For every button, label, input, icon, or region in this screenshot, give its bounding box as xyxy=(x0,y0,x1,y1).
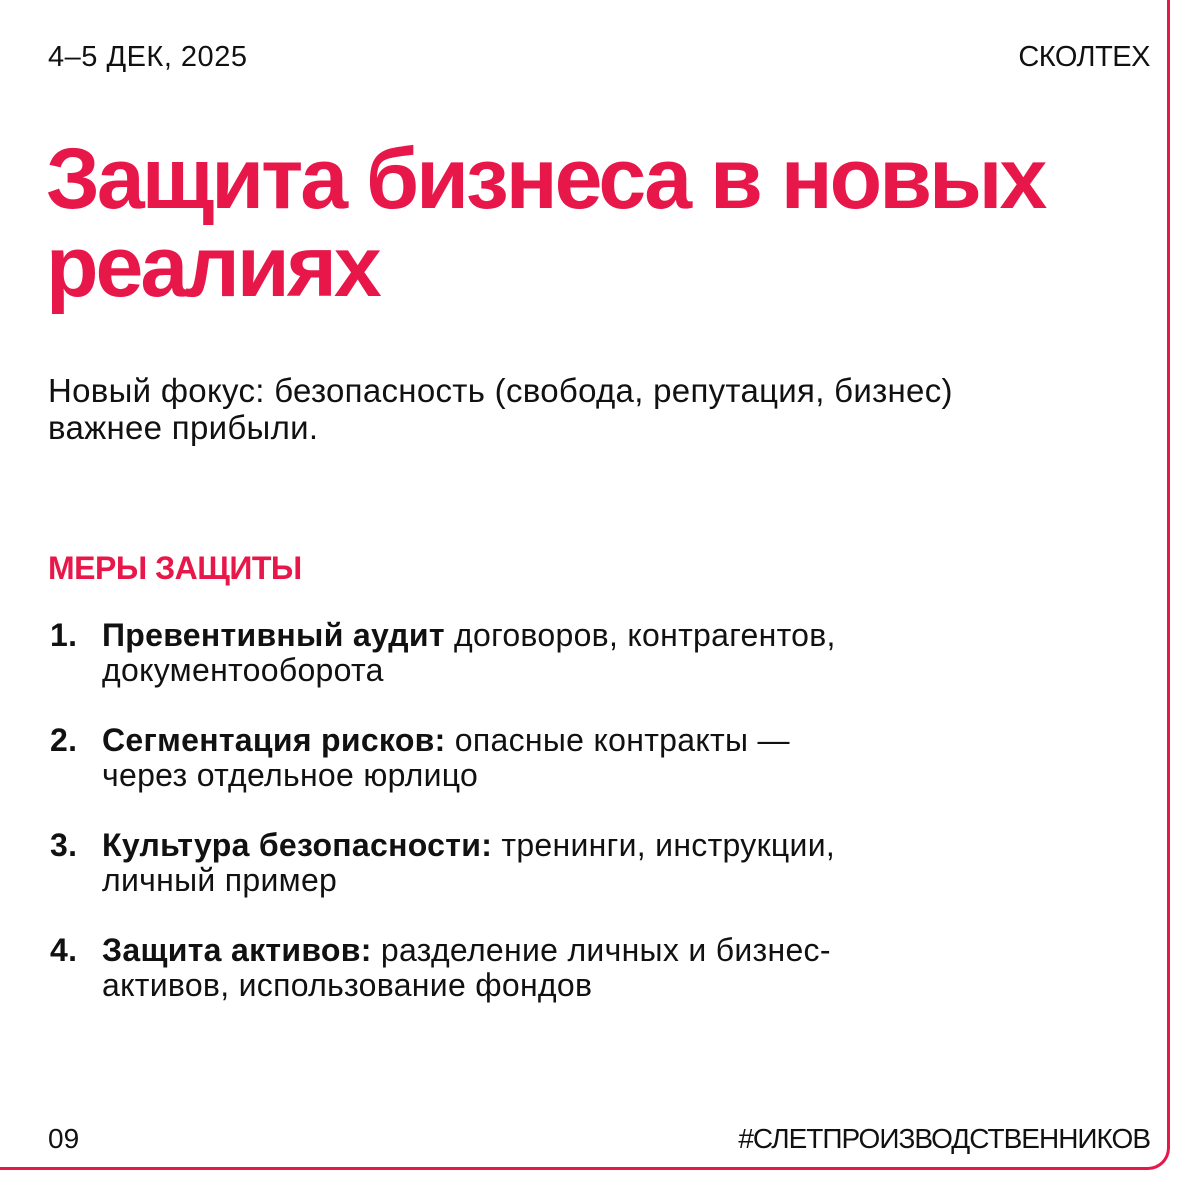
slide-title xyxy=(46,131,1146,315)
lead-text-line-2: важнее прибыли. xyxy=(48,409,319,446)
measure-item-4 xyxy=(50,933,1050,1003)
measure-title: Превентивный аудит xyxy=(102,617,445,653)
organizer-name: СКОЛТЕХ xyxy=(1018,41,1150,73)
lead-text xyxy=(48,372,1148,446)
measure-description-continued: личный пример xyxy=(102,862,338,898)
measure-description-continued: документооборота xyxy=(102,652,384,688)
section-heading: МЕРЫ ЗАЩИТЫ xyxy=(48,550,302,586)
measure-title: Сегментация рисков: xyxy=(102,722,446,758)
measure-item-1 xyxy=(50,618,1050,688)
measure-number: 1. xyxy=(50,617,78,653)
event-date: 4–5 ДЕК, 2025 xyxy=(48,41,248,73)
hashtag: #СЛЕТПРОИЗВОДСТВЕННИКОВ xyxy=(738,1123,1150,1154)
page-number: 09 xyxy=(48,1123,80,1154)
measure-number: 2. xyxy=(50,722,78,758)
measure-description: разделение личных и бизнес- xyxy=(371,932,831,968)
measure-item-3 xyxy=(50,828,1050,898)
measure-title: Культура безопасности: xyxy=(102,827,493,863)
measure-item-2 xyxy=(50,723,1050,793)
measures-list xyxy=(50,618,1050,1038)
measure-description: договоров, контрагентов, xyxy=(444,617,836,653)
measure-number: 3. xyxy=(50,827,78,863)
measure-description-continued: через отдельное юрлицо xyxy=(102,757,479,793)
measure-number: 4. xyxy=(50,932,78,968)
slide-title-line-2: реалиях xyxy=(46,219,379,315)
measure-description-continued: активов, использование фондов xyxy=(102,967,593,1003)
lead-text-line-1: Новый фокус: безопасность (свобода, репутация, бизнес) xyxy=(48,372,953,409)
measure-description: тренинги, инструкции, xyxy=(492,827,836,863)
measure-title: Защита активов: xyxy=(102,932,372,968)
measure-description: опасные контракты — xyxy=(445,722,790,758)
slide-title-line-1: Защита бизнеса в новых xyxy=(46,131,1045,227)
